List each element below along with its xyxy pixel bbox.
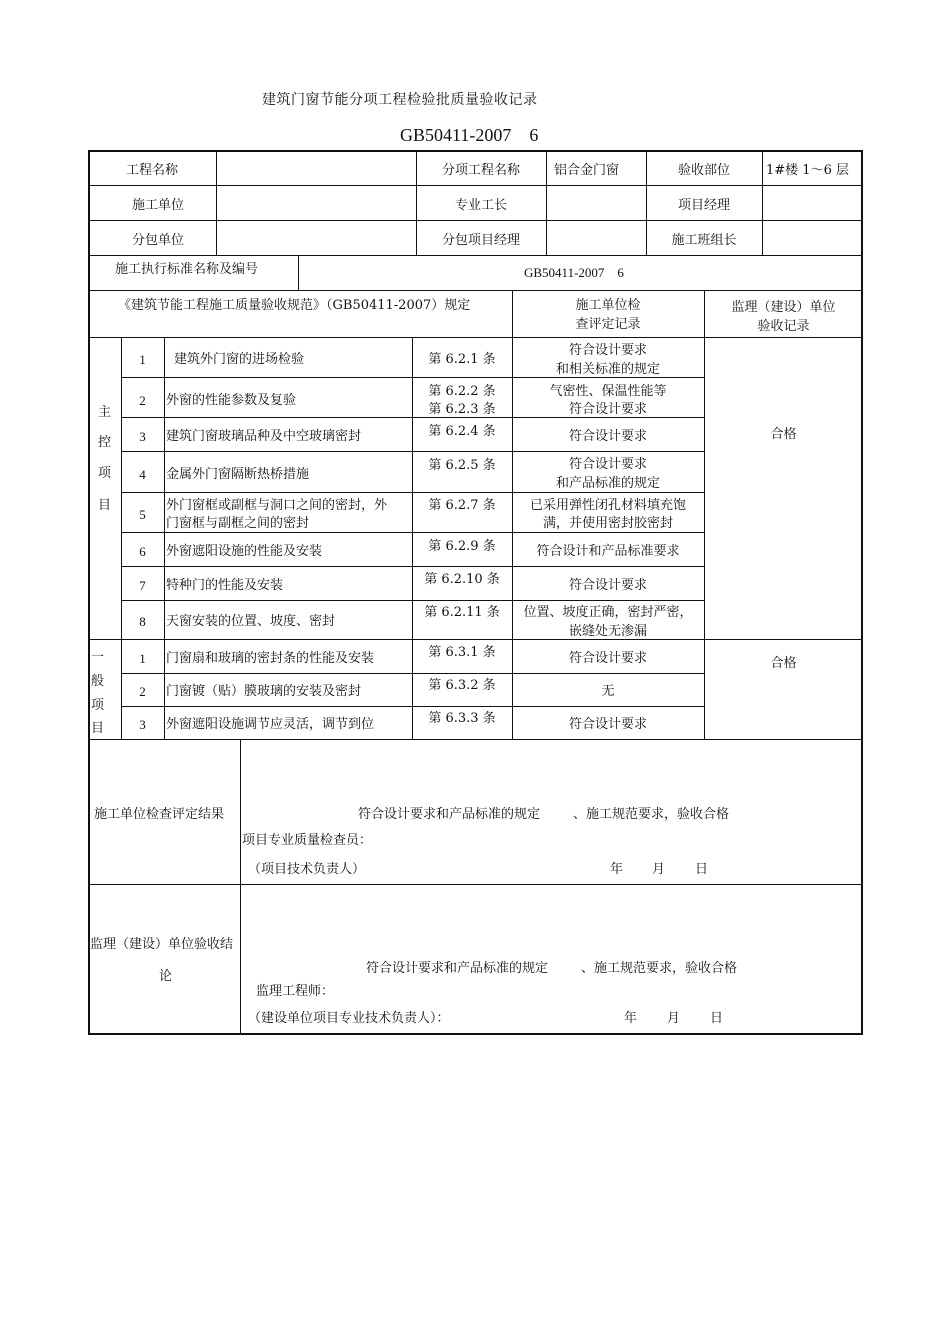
specialist-label: 专业工长 bbox=[454, 198, 507, 213]
check-record: 符合设计要求 bbox=[568, 651, 647, 666]
supervision-responsible-label: （建设单位项目专业技术负责人）： bbox=[248, 1011, 450, 1026]
inspector-label: 项目专业质量检查员： bbox=[242, 833, 373, 848]
construction-result-label: 施工单位检查评定结果 bbox=[94, 807, 225, 822]
supervision-day-label: 日 bbox=[710, 1011, 724, 1026]
clause: 第 6.2.9 条 bbox=[428, 539, 496, 554]
check-record-line: 和产品标准的规定 bbox=[555, 476, 660, 491]
item-description: 门窗扇和玻璃的密封条的性能及安装 bbox=[166, 651, 375, 666]
item-description-line: 外门窗框或副框与洞口之间的密封，外 bbox=[166, 498, 388, 513]
sub-project-value: 铝合金门窗 bbox=[554, 163, 620, 178]
item-description: 门窗镀（贴）膜玻璃的安装及密封 bbox=[166, 684, 362, 699]
check-record-line: 位置、坡度正确，密封严密， bbox=[523, 605, 693, 620]
check-record-line: 符合设计要求 bbox=[568, 343, 647, 358]
item-description-line: 门窗框与副框之间的密封 bbox=[166, 516, 310, 531]
clause: 第 6.3.1 条 bbox=[428, 645, 496, 660]
supervision-result-label-line2: 论 bbox=[159, 969, 173, 984]
construction-day-label: 日 bbox=[695, 862, 709, 877]
supervision-result-label-line1: 监理（建设）单位验收结 bbox=[90, 937, 234, 952]
row-number: 5 bbox=[139, 507, 146, 522]
clause: 第 6.3.2 条 bbox=[428, 678, 496, 693]
check-record-line: 和相关标准的规定 bbox=[555, 362, 660, 377]
supervise-header-line1: 监理（建设）单位 bbox=[731, 300, 836, 315]
clause: 第 6.2.4 条 bbox=[428, 424, 496, 439]
clause: 第 6.3.3 条 bbox=[428, 711, 496, 726]
supervision-month-label: 月 bbox=[667, 1011, 681, 1026]
construction-unit-label: 施工单位 bbox=[131, 198, 184, 213]
clause: 第 6.2.11 条 bbox=[424, 605, 500, 620]
row-number: 2 bbox=[139, 684, 146, 699]
check-record: 符合设计和产品标准要求 bbox=[536, 544, 680, 559]
check-record: 符合设计要求 bbox=[568, 578, 647, 593]
row-number: 1 bbox=[139, 352, 146, 367]
row-number: 3 bbox=[139, 717, 146, 732]
acceptance-part-value: 1#楼 1～6 层 bbox=[766, 163, 849, 178]
general-items-result: 合格 bbox=[770, 656, 797, 671]
row-number: 7 bbox=[139, 578, 146, 593]
check-record-line: 满，并使用密封胶密封 bbox=[542, 516, 673, 531]
check-record-line: 嵌缝处无渗漏 bbox=[568, 624, 647, 639]
row-number: 1 bbox=[139, 651, 146, 666]
project-name-label: 工程名称 bbox=[125, 163, 178, 178]
item-description: 外窗遮阳设施的性能及安装 bbox=[166, 544, 323, 559]
main-group-char: 项 bbox=[98, 466, 112, 481]
item-description: 特种门的性能及安装 bbox=[166, 578, 284, 593]
construction-result-text-a: 符合设计要求和产品标准的规定 bbox=[358, 807, 541, 822]
check-record: 符合设计要求 bbox=[568, 429, 647, 444]
check-record-line: 符合设计要求 bbox=[568, 457, 647, 472]
check-header-line2: 查评定记录 bbox=[575, 317, 641, 332]
check-record-line: 气密性、保温性能等 bbox=[549, 384, 667, 399]
clause-line: 第 6.2.2 条 bbox=[428, 384, 496, 399]
clause: 第 6.2.5 条 bbox=[428, 458, 496, 473]
main-group-char: 主 bbox=[98, 405, 112, 420]
spec-header: 《建筑节能工程施工质量验收规范》（GB50411-2007）规定 bbox=[118, 298, 471, 313]
row-number: 3 bbox=[139, 429, 146, 444]
row-number: 4 bbox=[139, 467, 146, 482]
check-record: 符合设计要求 bbox=[568, 717, 647, 732]
main-group-char: 目 bbox=[98, 498, 112, 513]
clause-line: 第 6.2.3 条 bbox=[428, 402, 496, 417]
standard-value: GB50411-2007 6 bbox=[524, 265, 624, 280]
check-record-line: 已采用弹性闭孔材料填充饱 bbox=[529, 498, 686, 513]
construction-year-label: 年 bbox=[610, 862, 624, 877]
item-description: 建筑外门窗的进场检验 bbox=[174, 352, 305, 367]
item-description: 外窗的性能参数及复验 bbox=[166, 393, 297, 408]
subcontractor-label: 分包单位 bbox=[131, 233, 184, 248]
supervising-engineer-label: 监理工程师： bbox=[256, 984, 335, 999]
supervision-result-text-b: 、施工规范要求，验收合格 bbox=[581, 961, 738, 976]
supervision-result-text-a: 符合设计要求和产品标准的规定 bbox=[366, 961, 549, 976]
general-group-char: 一 bbox=[91, 650, 105, 665]
clause: 第 6.2.7 条 bbox=[428, 498, 496, 513]
item-description: 建筑门窗玻璃品种及中空玻璃密封 bbox=[166, 429, 362, 444]
construction-result-text-b: 、施工规范要求，验收合格 bbox=[573, 807, 730, 822]
check-header-line1: 施工单位检 bbox=[575, 298, 641, 313]
general-group-char: 目 bbox=[91, 721, 105, 736]
supervision-year-label: 年 bbox=[624, 1011, 638, 1026]
construction-month-label: 月 bbox=[652, 862, 666, 877]
general-group-char: 项 bbox=[91, 698, 105, 713]
project-manager-label: 项目经理 bbox=[677, 198, 730, 213]
row-number: 2 bbox=[139, 393, 146, 408]
clause: 第 6.2.1 条 bbox=[428, 352, 496, 367]
row-number: 8 bbox=[139, 614, 146, 629]
standard-label: 施工执行标准名称及编号 bbox=[115, 262, 259, 277]
acceptance-part-label: 验收部位 bbox=[677, 163, 730, 178]
construction-responsible-label: （项目技术负责人） bbox=[248, 862, 366, 877]
item-description: 金属外门窗隔断热桥措施 bbox=[166, 467, 310, 482]
check-record-line: 符合设计要求 bbox=[568, 402, 647, 417]
check-record: 无 bbox=[601, 684, 615, 699]
clause: 第 6.2.10 条 bbox=[424, 572, 500, 587]
row-number: 6 bbox=[139, 544, 146, 559]
item-description: 天窗安装的位置、坡度、密封 bbox=[166, 614, 336, 629]
standard-code: GB50411-2007 6 bbox=[400, 125, 539, 145]
main-items-result: 合格 bbox=[770, 427, 797, 442]
document-title: 建筑门窗节能分项工程检验批质量验收记录 bbox=[262, 92, 538, 108]
general-group-char: 般 bbox=[91, 674, 105, 689]
team-leader-label: 施工班组长 bbox=[671, 233, 737, 248]
sub-project-manager-label: 分包项目经理 bbox=[441, 233, 520, 248]
supervise-header-line2: 验收记录 bbox=[757, 319, 810, 334]
item-description: 外窗遮阳设施调节应灵活，调节到位 bbox=[166, 717, 375, 732]
sub-project-label: 分项工程名称 bbox=[441, 163, 520, 178]
main-group-char: 控 bbox=[98, 435, 112, 450]
